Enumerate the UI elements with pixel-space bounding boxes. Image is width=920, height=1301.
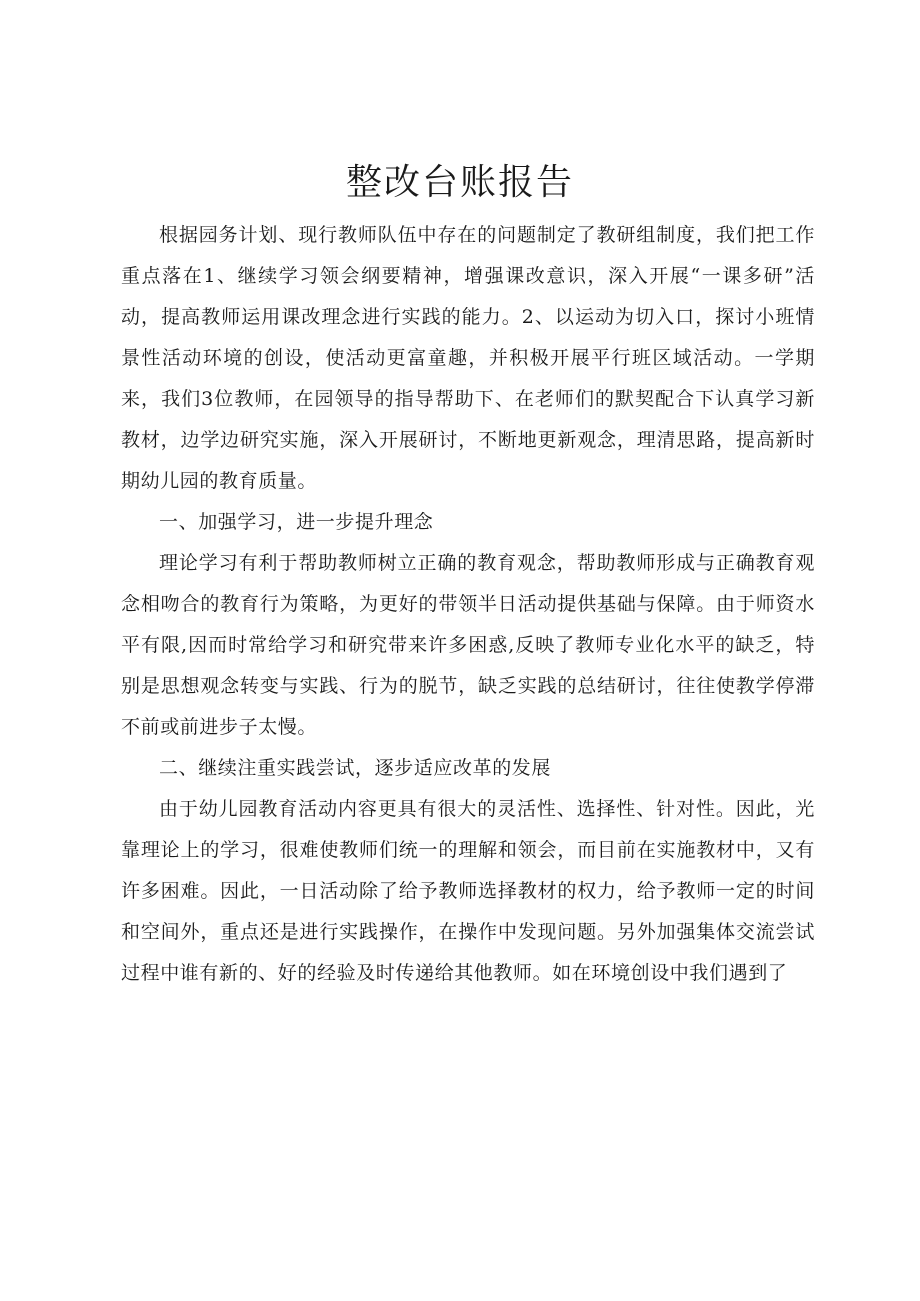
paragraph-section-2: 由于幼儿园教育活动内容更具有很大的灵活性、选择性、针对性。因此，光靠理论上的学习，很难使教师们统一的理解和领会，而目前在实施教材中，又有许多困难。因此，一日活动除了给予教师选择教材的权力，给予教师一定的时间和空间外，重点还是进行实践操作，在操作中发现问题。另外加强集体交流尝试过程中谁有新的、好的经验及时传递给其他教师。如在环境创设中我们遇到了 [121,798,815,984]
document-body [121,215,815,994]
paragraph-section-1: 理论学习有利于帮助教师树立正确的教育观念，帮助教师形成与正确教育观念相吻合的教育行为策略，为更好的带领半日活动提供基础与保障。由于师资水平有限,因而时常给学习和研究带来许多困惑,反映了教师专业化水平的缺乏，特别是思想观念转变与实践、行为的脱节，缺乏实践的总结研讨，往往使教学停滞不前或前进步子太慢。 [121,552,815,738]
paragraph-intro: 根据园务计划、现行教师队伍中存在的问题制定了教研组制度，我们把工作重点落在1、继续学习领会纲要精神，增强课改意识，深入开展“一课多研”活动，提高教师运用课改理念进行实践的能力。2、以运动为切入口，探讨小班情景性活动环境的创设，使活动更富童趣，并积极开展平行班区域活动。一学期来，我们3位教师，在园领导的指导帮助下、在老师们的默契配合下认真学习新教材，边学边研究实施，深入开展研讨，不断地更新观念，理清思路，提高新时期幼儿园的教育质量。 [121,224,815,492]
document-title: 整改台账报告 [345,162,574,203]
section-heading-1: 一、加强学习，进一步提升理念 [159,511,434,533]
section-heading-2: 二、继续注重实践尝试，逐步适应改革的发展 [159,757,552,779]
